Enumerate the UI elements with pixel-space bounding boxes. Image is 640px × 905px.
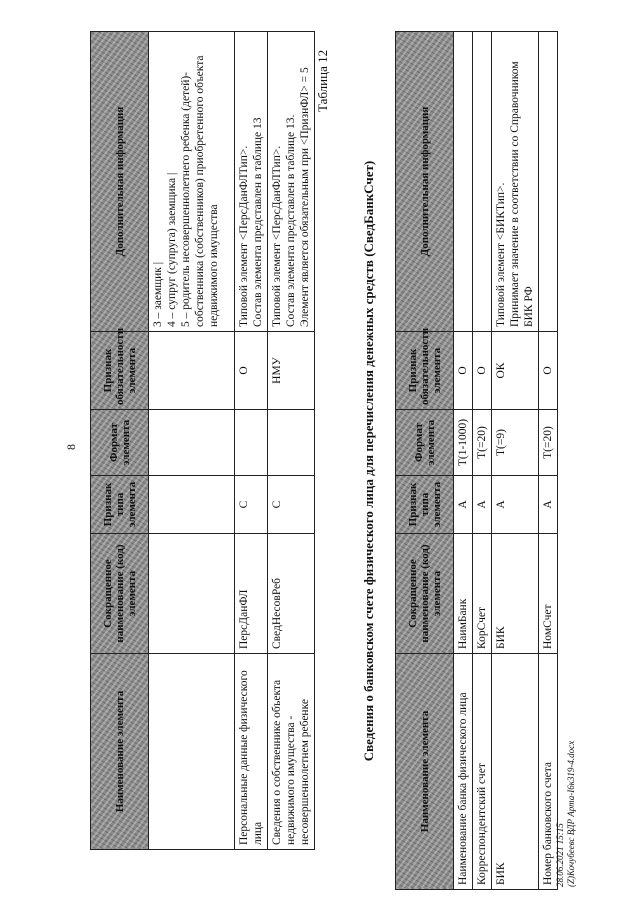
info-line: Типовой элемент <ПерсДанФЛТип>. (238, 145, 250, 327)
table-header-row (91, 32, 149, 850)
header-cell: Признак типа элемента (91, 476, 149, 534)
cell-name: Корреспондентский счет (473, 654, 492, 890)
info-line: Состав элемента представлен в таблице 13 (252, 117, 264, 327)
table-12-title: Сведения о банковском счете физического лица для перечисления денежных средств (СведБанкСчет) (361, 160, 376, 762)
cell-required: О (235, 332, 268, 410)
cell-format (268, 410, 315, 476)
cell-name: Наименование банка физического лица (454, 654, 473, 890)
cell-info (492, 32, 539, 332)
cell-type: С (235, 476, 268, 534)
cell-name (149, 654, 235, 850)
info-line: 3 – заемщик | (152, 261, 164, 327)
cell-format: T(1-1000) (454, 410, 473, 476)
cell-type: А (539, 476, 558, 534)
header-cell: Дополнительная информация (91, 32, 149, 332)
cell-info (473, 32, 492, 332)
header-cell: Наименование элемента (396, 654, 454, 890)
table-row (149, 32, 235, 850)
header-cell: Признак обязательности элемента (91, 332, 149, 410)
cell-code: СведНесовРеб (268, 534, 315, 654)
cell-type: А (454, 476, 473, 534)
cell-type: А (473, 476, 492, 534)
header-cell: Сокращенное наименование (код) элемента (91, 534, 149, 654)
cell-name: Сведения о собственнике объекта недвижимого имущества - несовершеннолетнем ребенке (268, 654, 315, 850)
header-cell: Формат элемента (91, 410, 149, 476)
cell-code: ПерсДанФЛ (235, 534, 268, 654)
cell-name: БИК (492, 654, 539, 890)
cell-code: БИК (492, 534, 539, 654)
header-cell: Дополнительная информация (396, 32, 454, 332)
cell-format: T(=9) (492, 410, 539, 476)
header-cell: Признак типа элемента (396, 476, 454, 534)
cell-format (149, 410, 235, 476)
table-row (235, 32, 268, 850)
rotated-document-page (40, 0, 600, 895)
cell-format (235, 410, 268, 476)
cell-required: О (539, 332, 558, 410)
cell-required (149, 332, 235, 410)
table-row (454, 32, 473, 890)
footer-date: 28.06.2021 15:15 (555, 823, 565, 887)
cell-code: НомСчет (539, 534, 558, 654)
info-line: Состав элемента представлен в таблице 13. (285, 114, 297, 327)
table-12 (395, 31, 558, 890)
info-line: Типовой элемент <БИКТип>. (495, 182, 507, 327)
info-line: 5 – родитель несовершеннолетнего ребенка (детей)-собственника (собственников) приобретенного объекта недвижимого имущества (180, 55, 220, 327)
table-row (492, 32, 539, 890)
footer-filename: (Z)Кочубеевс ВДР Арта-I6к319-4.docx (566, 740, 576, 887)
cell-info (268, 32, 315, 332)
header-cell: Наименование элемента (91, 654, 149, 850)
cell-type (149, 476, 235, 534)
cell-name: Персональные данные физического лица (235, 654, 268, 850)
header-cell: Формат элемента (396, 410, 454, 476)
cell-name: Номер банковского счета (539, 654, 558, 890)
footer-stamp (555, 741, 577, 887)
cell-info (454, 32, 473, 332)
header-cell: Сокращенное наименование (код) элемента (396, 534, 454, 654)
info-line: Принимает значение в соответствии со Справочником БИК РФ (509, 61, 535, 327)
table-11-continuation (90, 31, 315, 850)
table-row (473, 32, 492, 890)
cell-info (149, 32, 235, 332)
cell-type: А (492, 476, 539, 534)
cell-info (235, 32, 268, 332)
cell-format: T(=20) (473, 410, 492, 476)
cell-code (149, 534, 235, 654)
info-line: Типовой элемент <ПерсДанФЛТип>. (271, 145, 283, 327)
info-line: Элемент является обязательным при <ПризнФЛ> = 5 (299, 67, 311, 327)
cell-required: О (454, 332, 473, 410)
cell-code: КорСчет (473, 534, 492, 654)
page-number: 8 (64, 444, 78, 450)
table-12-label: Таблица 12 (315, 49, 330, 112)
cell-code: НаимБанк (454, 534, 473, 654)
header-cell: Признак обязательности элемента (396, 332, 454, 410)
info-line: 4 – супруг (супруга) заемщика | (166, 172, 178, 327)
cell-info (539, 32, 558, 332)
cell-required: О (473, 332, 492, 410)
cell-type: С (268, 476, 315, 534)
table-header-row (396, 32, 454, 890)
cell-required: ОК (492, 332, 539, 410)
cell-format: T(=20) (539, 410, 558, 476)
cell-required: НМУ (268, 332, 315, 410)
table-row (268, 32, 315, 850)
